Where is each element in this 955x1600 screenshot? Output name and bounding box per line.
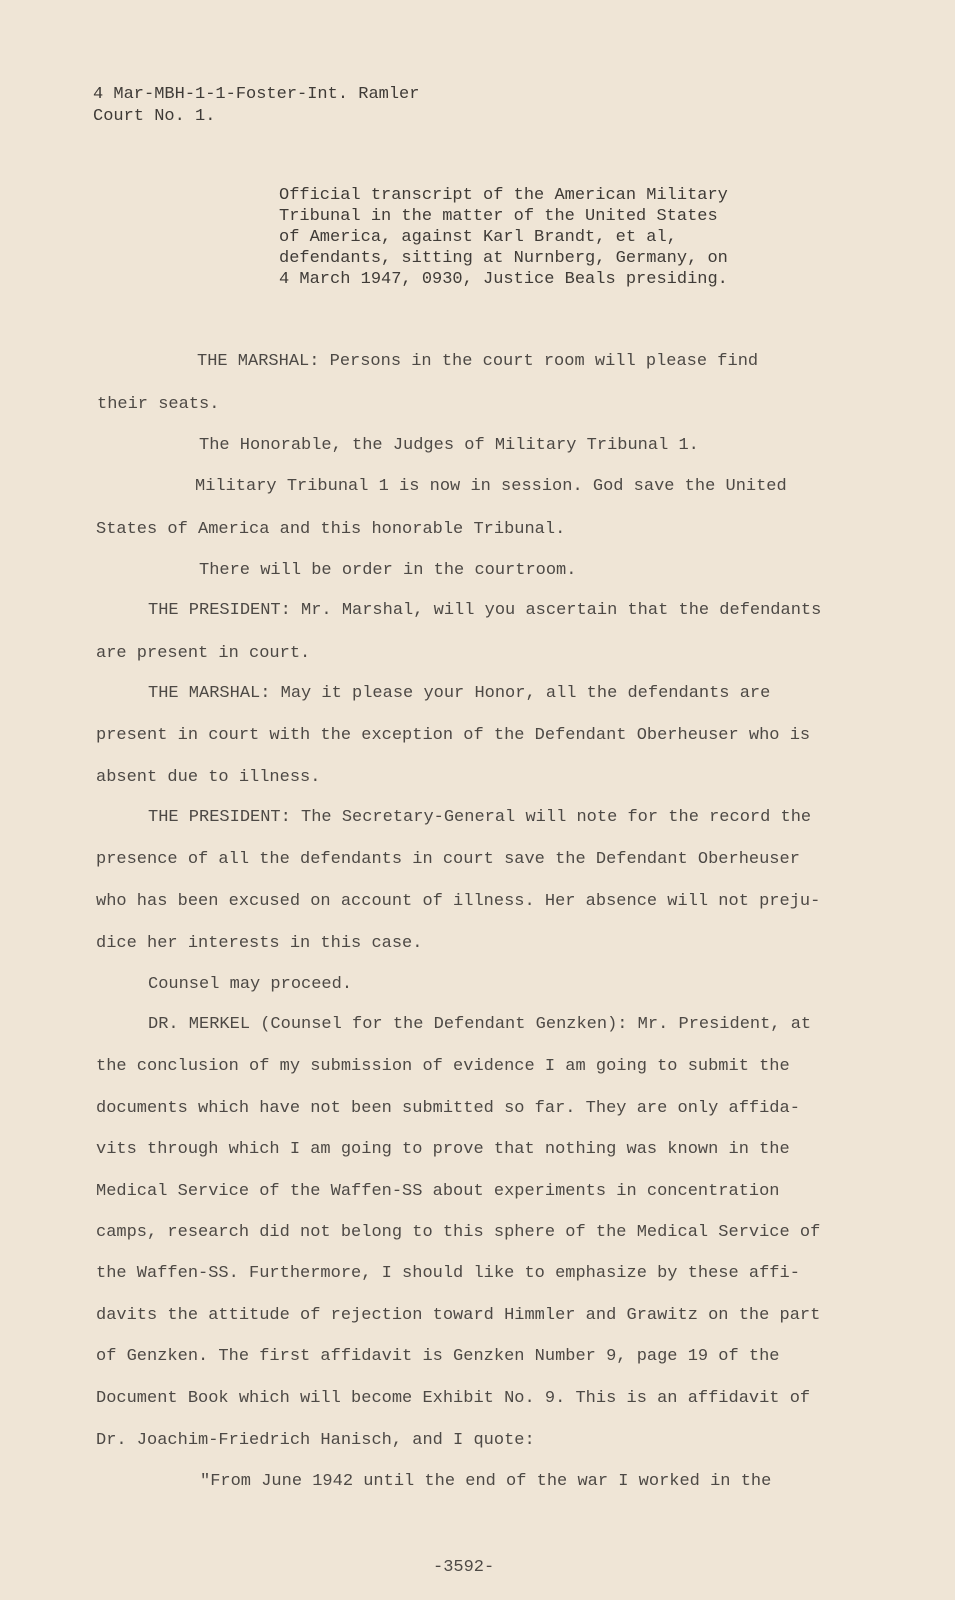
transcript-caption [279,185,728,290]
body-line: dice her interests in this case. [96,934,423,953]
body-line: absent due to illness. [96,768,321,787]
body-line: Document Book which will become Exhibit No. 9. This is an affidavit of [96,1389,811,1408]
body-line: are present in court. [96,644,311,663]
body-line: vits through which I am going to prove that nothing was known in the [96,1140,790,1159]
body-line: The Honorable, the Judges of Military Tribunal 1. [199,436,699,455]
body-line: documents which have not been submitted so far. They are only affida- [96,1099,800,1118]
body-line: THE MARSHAL: May it please your Honor, all the defendants are [148,684,771,703]
body-line: davits the attitude of rejection toward Himmler and Grawitz on the part [96,1306,821,1325]
caption-line: Official transcript of the American Military [279,186,728,205]
body-line: presence of all the defendants in court save the Defendant Oberheuser [96,850,800,869]
body-line: their seats. [97,395,220,414]
body-line: States of America and this honorable Tribunal. [96,520,566,539]
body-line: There will be order in the courtroom. [199,561,577,580]
header-line-2: Court No. 1. [93,107,216,126]
body-line: the Waffen-SS. Furthermore, I should like to emphasize by these affi- [96,1264,800,1283]
body-line: "From June 1942 until the end of the war I worked in the [200,1472,772,1491]
body-line: camps, research did not belong to this sphere of the Medical Service of [96,1223,821,1242]
body-line: Counsel may proceed. [148,975,353,994]
body-line: THE PRESIDENT: Mr. Marshal, will you ascertain that the defendants [148,601,822,620]
body-line: Military Tribunal 1 is now in session. God save the United [195,477,787,496]
body-line: the conclusion of my submission of evidence I am going to submit the [96,1057,790,1076]
body-line: Dr. Joachim-Friedrich Hanisch, and I quote: [96,1431,535,1450]
body-line: THE MARSHAL: Persons in the court room will please find [197,352,759,371]
header-line-1: 4 Mar-MBH-1-1-Foster-Int. Ramler [93,85,420,104]
caption-line: 4 March 1947, 0930, Justice Beals presiding. [279,270,728,289]
body-line: who has been excused on account of illness. Her absence will not preju- [96,892,821,911]
body-line: Medical Service of the Waffen-SS about experiments in concentration [96,1182,780,1201]
page-number: -3592- [433,1558,495,1577]
body-line: THE PRESIDENT: The Secretary-General will note for the record the [148,808,812,827]
caption-line: Tribunal in the matter of the United States [279,207,718,226]
body-line: DR. MERKEL (Counsel for the Defendant Genzken): Mr. President, at [148,1015,812,1034]
body-line: present in court with the exception of the Defendant Oberheuser who is [96,726,811,745]
body-line: of Genzken. The first affidavit is Genzken Number 9, page 19 of the [96,1347,780,1366]
document-header [93,84,419,128]
caption-line: of America, against Karl Brandt, et al, [279,228,677,247]
caption-line: defendants, sitting at Nurnberg, Germany, on [279,249,728,268]
